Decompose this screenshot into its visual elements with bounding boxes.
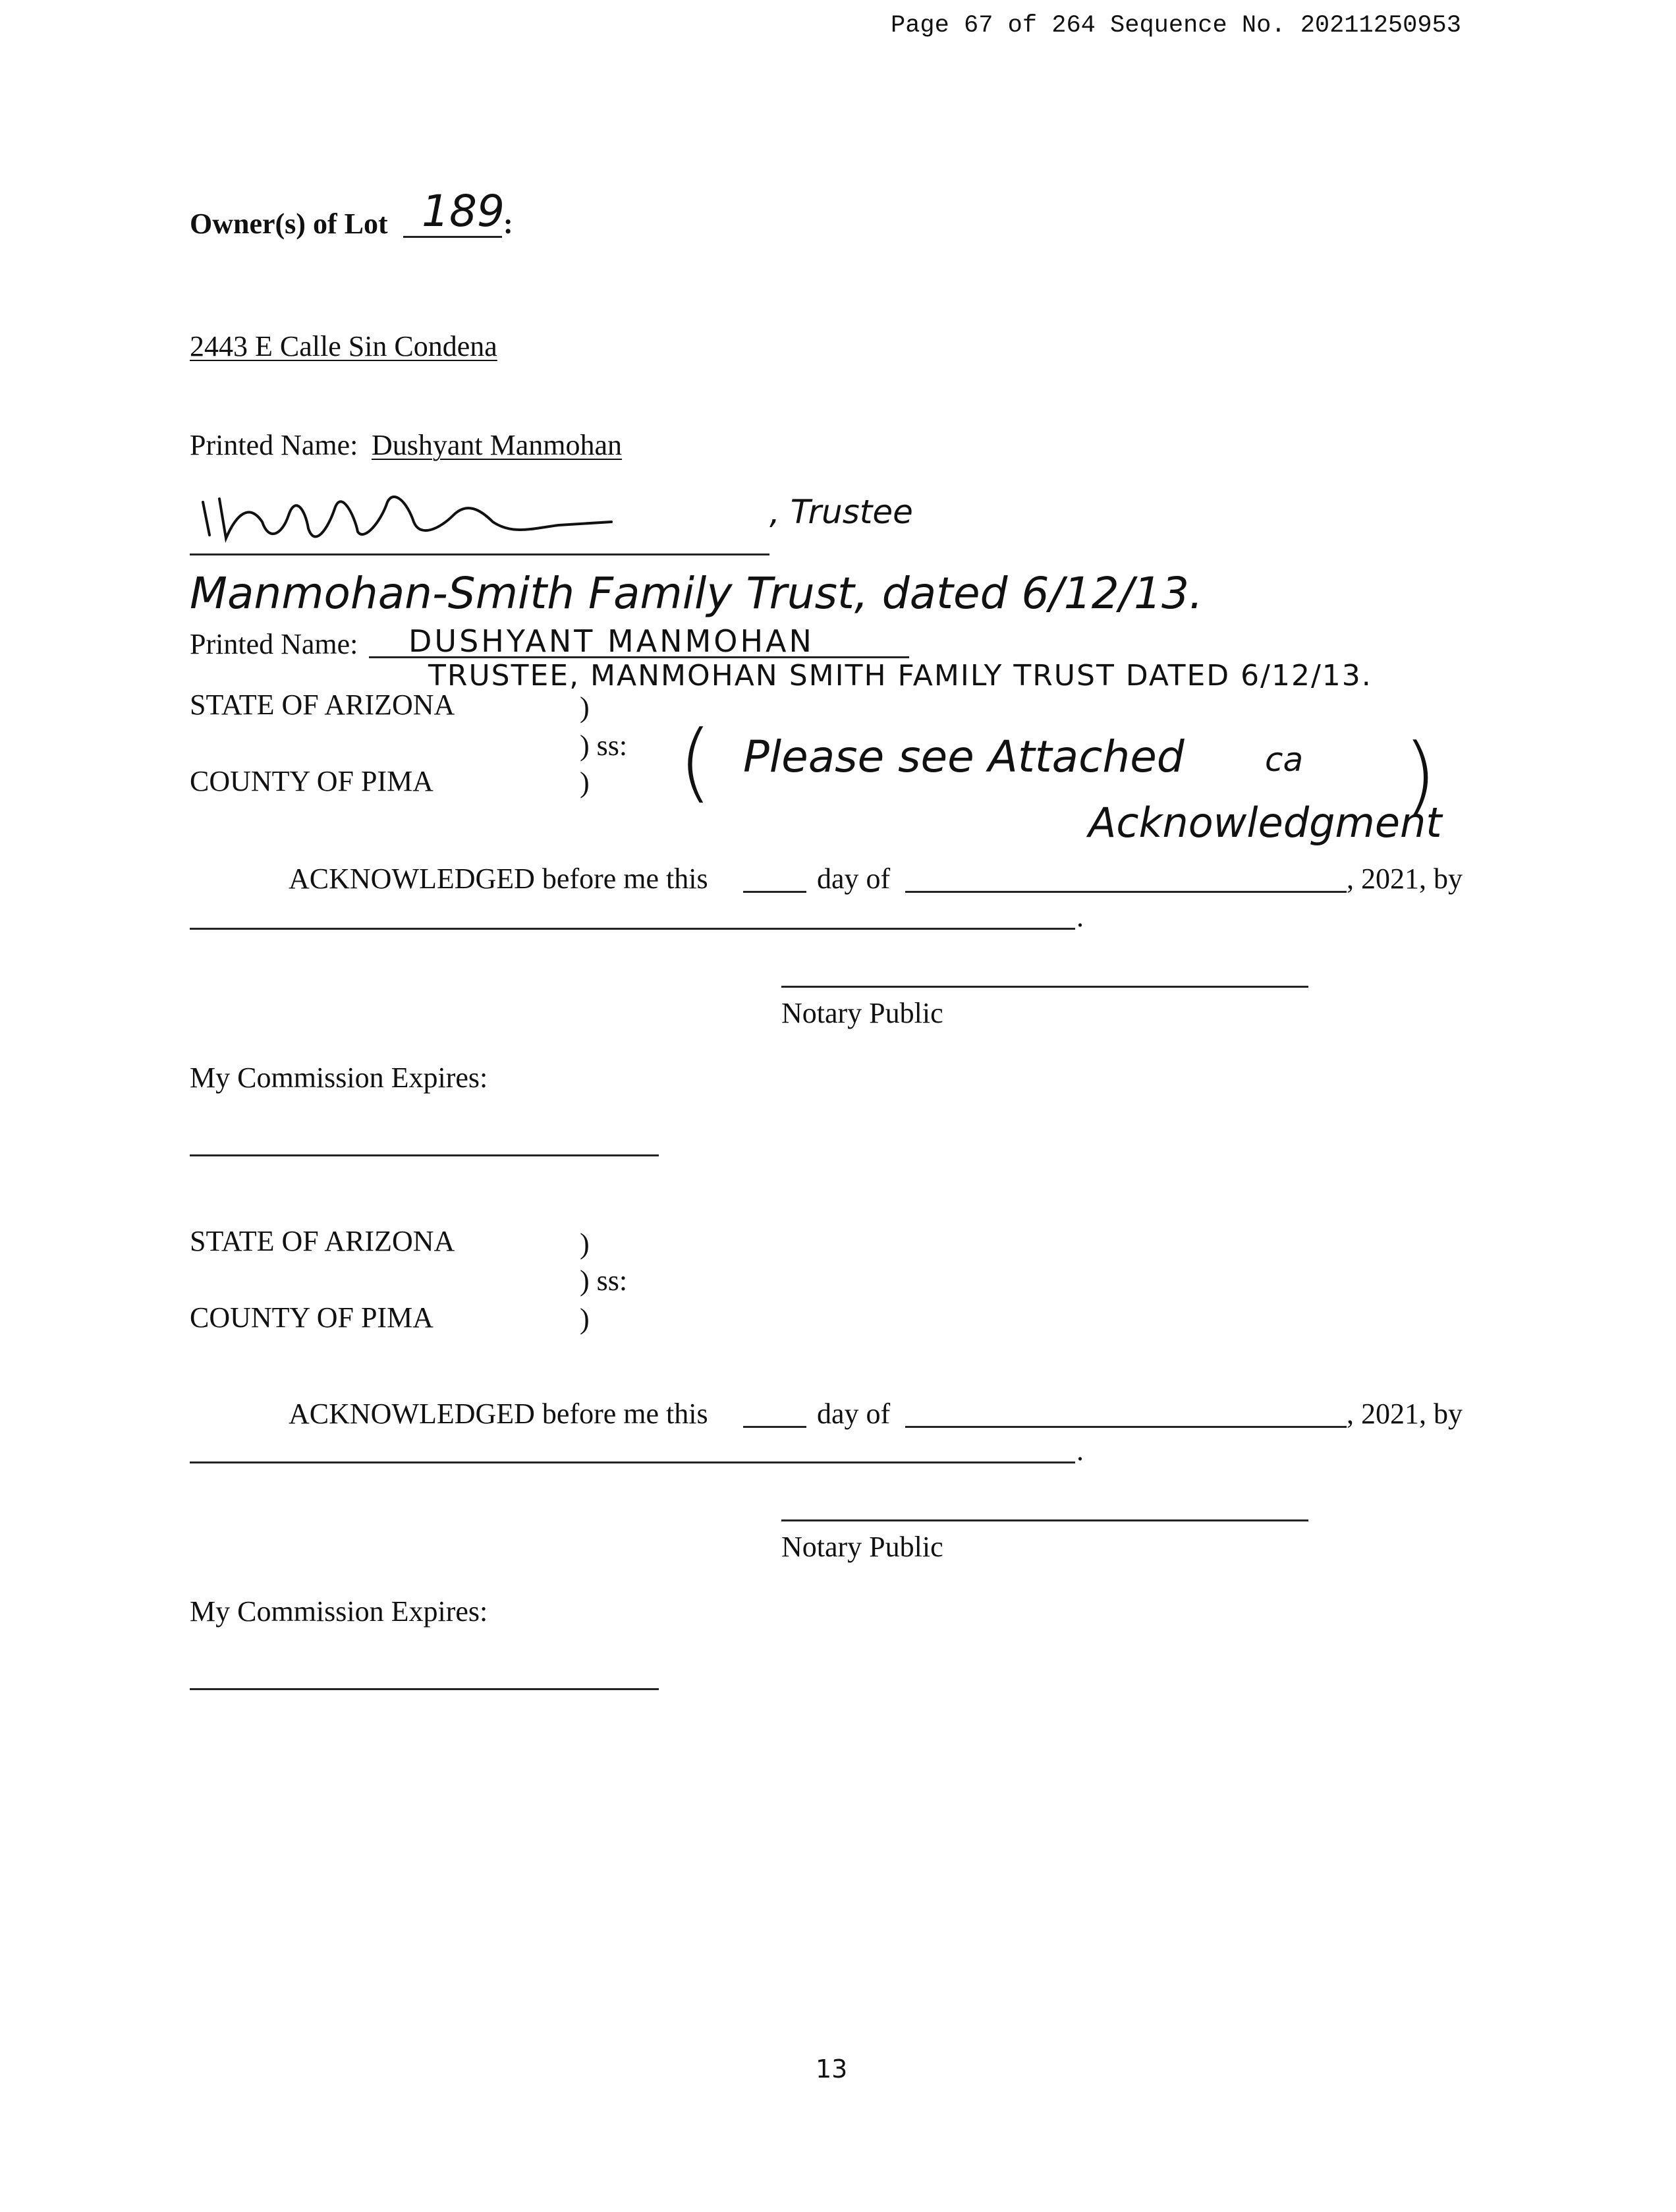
annotation-open-paren: (	[679, 712, 712, 812]
notary-public-label: Notary Public	[781, 997, 943, 1029]
page-number: 13	[816, 2055, 848, 2084]
annotation-close-paren: )	[1403, 725, 1437, 825]
ack-period-2: .	[1076, 1434, 1084, 1467]
owner-address: 2443 E Calle Sin Condena	[190, 330, 497, 362]
ack-month-blank-2	[905, 1426, 1347, 1428]
notary-public-label-2: Notary Public	[781, 1531, 943, 1563]
county-paren-2: )	[580, 1303, 590, 1335]
signature-scribble	[190, 476, 783, 555]
ss-marker-2: ) ss:	[580, 1264, 628, 1297]
ack-day-blank	[743, 891, 806, 893]
ack-before-text-2: ACKNOWLEDGED before me this	[289, 1398, 708, 1430]
lot-number-handwritten: 189	[422, 186, 505, 237]
county-label-2: COUNTY OF PIMA	[190, 1301, 433, 1334]
annotation-line-1-tail: ca	[1265, 741, 1304, 779]
ss-marker: ) ss:	[580, 729, 628, 762]
ack-day-of-text-2: day of	[817, 1398, 891, 1430]
printed-name-value: Dushyant Manmohan	[372, 429, 623, 461]
signature-line	[190, 553, 769, 555]
annotation-line-2: Acknowledgment	[1088, 799, 1442, 847]
owner-lot-label: Owner(s) of Lot	[190, 208, 388, 240]
county-label: COUNTY OF PIMA	[190, 765, 433, 797]
trust-name-handwritten: Manmohan-Smith Family Trust, dated 6/12/13.	[190, 568, 1203, 619]
county-paren: )	[580, 766, 590, 799]
state-paren-2: )	[580, 1228, 590, 1260]
ack-month-blank	[905, 891, 1347, 893]
page-sequence-header: Page 67 of 264 Sequence No. 20211250953	[891, 12, 1461, 40]
state-label-2: STATE OF ARIZONA	[190, 1225, 455, 1257]
printed-name-handwritten: DUSHYANT MANMOHAN	[408, 623, 814, 659]
notary-signature-line	[781, 986, 1308, 988]
ack-year-text-2: , 2021, by	[1347, 1398, 1463, 1430]
state-label: STATE OF ARIZONA	[190, 689, 455, 721]
lot-colon: :	[503, 208, 513, 240]
notary-signature-line-2	[781, 1519, 1308, 1521]
ack-by-name-blank	[190, 928, 1075, 930]
commission-expires-line-2	[190, 1688, 659, 1690]
commission-expires-label: My Commission Expires:	[190, 1062, 488, 1094]
ack-period: .	[1076, 901, 1084, 933]
annotation-line-1: Please see Attached	[743, 731, 1185, 782]
ack-day-of-text: day of	[817, 863, 891, 895]
commission-expires-line	[190, 1154, 659, 1156]
signature-trustee-suffix: , Trustee	[769, 493, 913, 531]
ack-year-text: , 2021, by	[1347, 863, 1463, 895]
printed-name-label-2: Printed Name:	[190, 628, 358, 660]
ack-day-blank-2	[743, 1426, 806, 1428]
printed-name-label: Printed Name:	[190, 429, 358, 461]
ack-before-text: ACKNOWLEDGED before me this	[289, 863, 708, 895]
trustee-handwritten: TRUSTEE, MANMOHAN SMITH FAMILY TRUST DATED 6/12/13.	[428, 659, 1372, 693]
state-paren: )	[580, 691, 590, 723]
ack-by-name-blank-2	[190, 1461, 1075, 1463]
commission-expires-label-2: My Commission Expires:	[190, 1595, 488, 1628]
